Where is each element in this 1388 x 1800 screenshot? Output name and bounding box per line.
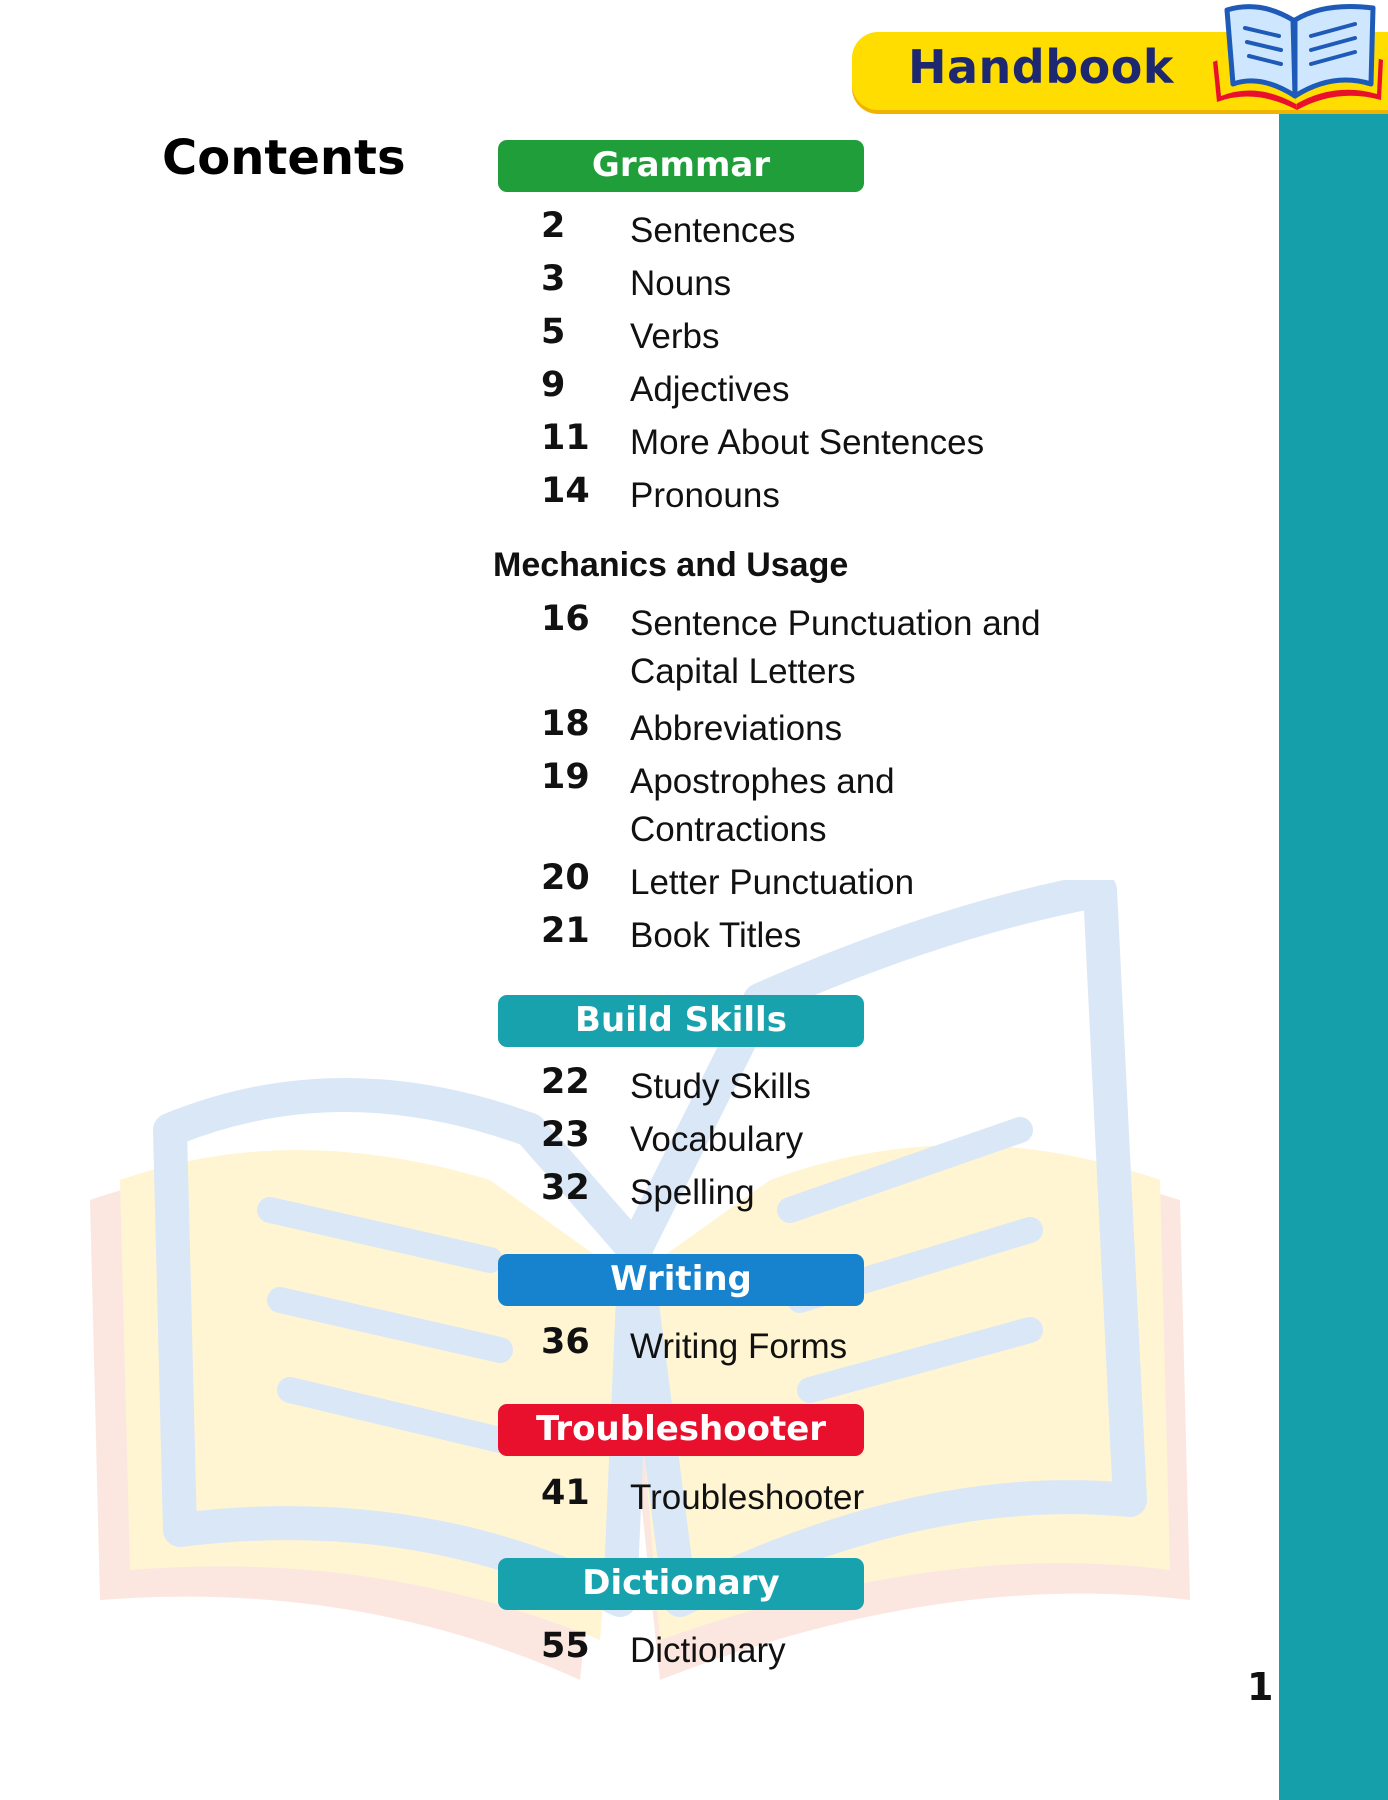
toc-entry <box>0 704 1200 756</box>
toc-entry <box>0 1115 1200 1167</box>
entry-page-number: 18 <box>541 704 590 744</box>
entry-title-continued: Capital Letters <box>630 652 856 691</box>
entry-title: Sentences <box>630 211 796 250</box>
build-skills-section-header: Build Skills <box>498 995 864 1047</box>
troubleshooter-section-header: Troubleshooter <box>498 1404 864 1456</box>
entry-title: Book Titles <box>630 916 802 955</box>
side-color-strip <box>1279 100 1388 1800</box>
entry-page-number: 14 <box>541 471 590 511</box>
entry-page-number: 32 <box>541 1168 590 1208</box>
entry-title: Troubleshooter <box>630 1478 865 1517</box>
toc-entry <box>0 1473 1200 1525</box>
toc-entry <box>0 1062 1200 1114</box>
entry-title: Adjectives <box>630 370 790 409</box>
entry-title: Letter Punctuation <box>630 863 915 902</box>
toc-entry <box>0 757 1200 857</box>
toc-entry <box>0 259 1200 311</box>
toc-entry <box>0 471 1200 523</box>
entry-page-number: 19 <box>541 757 590 797</box>
toc-entry <box>0 858 1200 910</box>
entry-page-number: 20 <box>541 858 590 898</box>
entry-title: Writing Forms <box>630 1327 848 1366</box>
entry-title: Dictionary <box>630 1631 786 1670</box>
entry-page-number: 23 <box>541 1115 590 1155</box>
entry-title-continued: Contractions <box>630 810 827 849</box>
writing-section-header: Writing <box>498 1254 864 1306</box>
entry-page-number: 22 <box>541 1062 590 1102</box>
entry-title: Spelling <box>630 1173 755 1212</box>
entry-title: Verbs <box>630 317 720 356</box>
handbook-title: Handbook <box>908 40 1174 94</box>
entry-page-number: 21 <box>541 911 590 951</box>
entry-page-number: 3 <box>541 259 566 299</box>
toc-entry <box>0 1168 1200 1220</box>
entry-title: More About Sentences <box>630 423 985 462</box>
entry-title: Vocabulary <box>630 1120 804 1159</box>
toc-entry <box>0 206 1200 258</box>
entry-page-number: 5 <box>541 312 566 352</box>
entry-title: Study Skills <box>630 1067 811 1106</box>
entry-page-number: 16 <box>541 599 590 639</box>
entry-title: Pronouns <box>630 476 780 515</box>
contents-title: Contents <box>162 130 406 186</box>
toc-entry <box>0 418 1200 470</box>
toc-entry <box>0 599 1200 699</box>
entry-page-number: 55 <box>541 1626 590 1666</box>
dictionary-section-header: Dictionary <box>498 1558 864 1610</box>
toc-entry <box>0 312 1200 364</box>
entry-title: Nouns <box>630 264 732 303</box>
entry-page-number: 9 <box>541 365 566 405</box>
entry-page-number: 11 <box>541 418 590 458</box>
page-number: 1 <box>1247 1665 1274 1709</box>
entry-title: Apostrophes and <box>630 762 895 801</box>
mechanics-section-header: Mechanics and Usage <box>493 546 849 584</box>
entry-title: Sentence Punctuation and <box>630 604 1041 643</box>
entry-page-number: 41 <box>541 1473 590 1513</box>
toc-entry <box>0 1626 1200 1678</box>
grammar-section-header: Grammar <box>498 140 864 192</box>
entry-title: Abbreviations <box>630 709 843 748</box>
entry-page-number: 2 <box>541 206 566 246</box>
open-book-icon <box>1205 0 1388 112</box>
toc-entry <box>0 365 1200 417</box>
toc-entry <box>0 911 1200 963</box>
entry-page-number: 36 <box>541 1322 590 1362</box>
toc-entry <box>0 1322 1200 1374</box>
